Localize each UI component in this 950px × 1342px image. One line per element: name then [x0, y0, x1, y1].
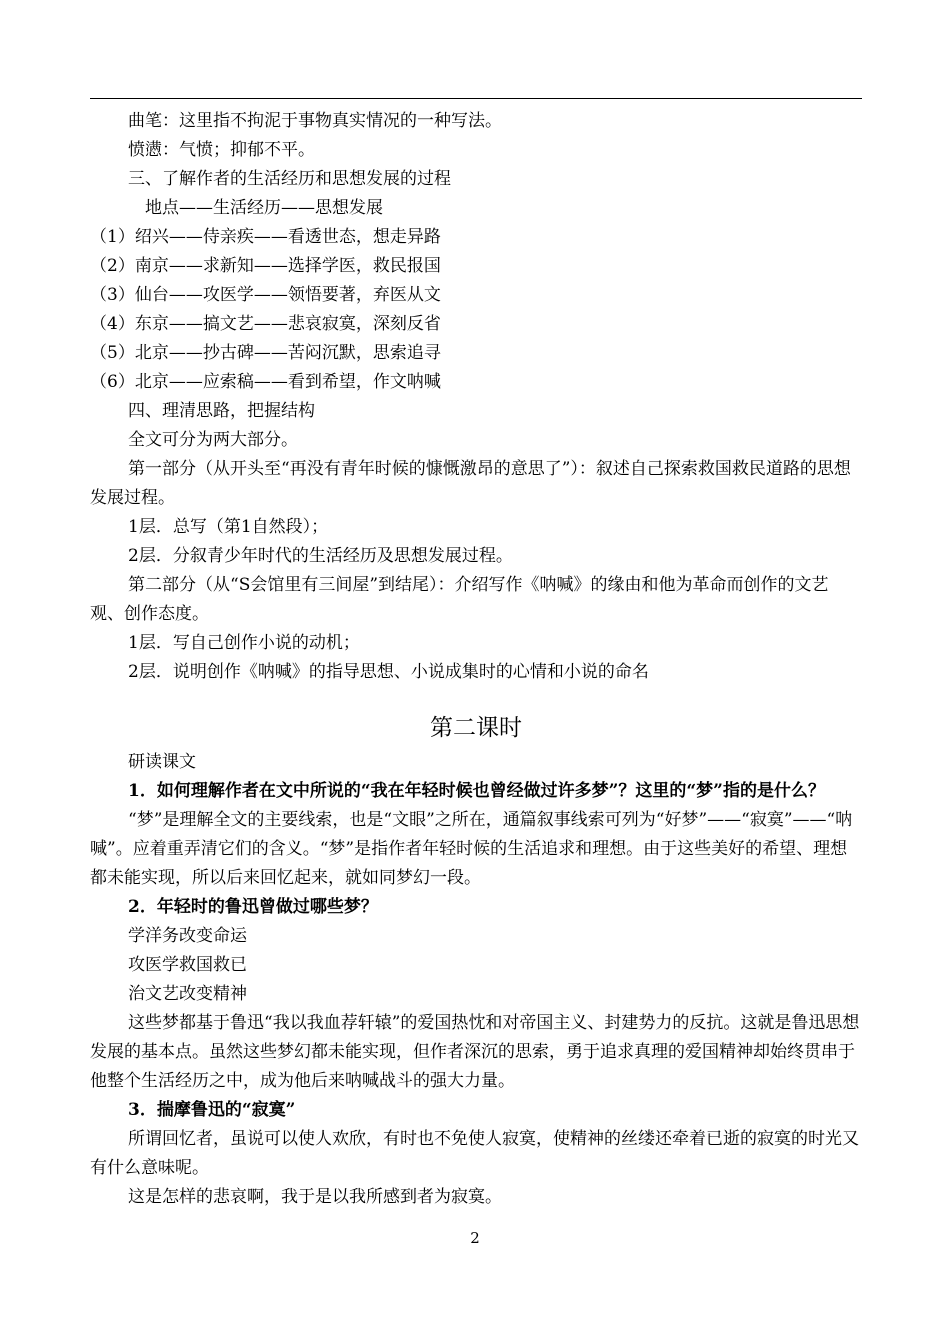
study-label: 研读课文	[128, 752, 196, 772]
definition-fenmen: 愤懑：气愤；抑郁不平。	[128, 140, 315, 160]
answer-2: 这些梦都基于鲁迅“我以我血荐轩辕”的爱国热忱和对帝国主义、封建势力的反抗。这就是鲁迅思想发展的基本点。虽然这些梦幻都未能实现，但作者深沉的思索，勇于追求真理的爱国精神却始终贯串于他整个生活经历之中，成为他后来呐喊战斗的强大力量。	[90, 1013, 860, 1091]
list-item: （5）北京——抄古碑——苦闷沉默，思索追寻	[90, 343, 441, 363]
list-item: （2）南京——求新知——选择学医，救民报国	[90, 256, 441, 276]
answer-3-quote-2: 这是怎样的悲哀啊，我于是以我所感到者为寂寞。	[128, 1187, 502, 1207]
lesson-title: 第二课时	[430, 715, 522, 741]
document-body	[90, 107, 862, 1212]
part2-layer1: 1层．写自己创作小说的动机；	[128, 633, 360, 653]
dream-item: 治文艺改变精神	[128, 984, 247, 1004]
page-number: 2	[470, 1229, 480, 1247]
answer-1: “梦”是理解全文的主要线索，也是“文眼”之所在，通篇叙事线索可列为“好梦”——“寂寞”——“呐喊”。应着重弄清它们的含义。“梦”是指作者年轻时候的生活追求和理想。由于这些美好的希望、理想都未能实现，所以后来回忆起来，就如同梦幻一段。	[90, 810, 853, 888]
paragraph-two-parts: 全文可分为两大部分。	[128, 430, 298, 450]
question-3: 3．揣摩鲁迅的“寂寞”	[128, 1100, 296, 1120]
list-item: （3）仙台——攻医学——领悟要著，弃医从文	[90, 285, 441, 305]
list-item: （4）东京——搞文艺——悲哀寂寞，深刻反省	[90, 314, 441, 334]
paragraph-part1: 第一部分（从开头至“再没有青年时候的慷慨激昂的意思了”）：叙述自己探索救国救民道路的思想发展过程。	[90, 459, 851, 508]
part1-layer2: 2层．分叙青少年时代的生活经历及思想发展过程。	[128, 546, 513, 566]
list-item: （6）北京——应索稿——看到希望，作文呐喊	[90, 372, 441, 392]
question-1: 1．如何理解作者在文中所说的“我在年轻时候也曾经做过许多梦”？这里的“梦”指的是什么？	[128, 781, 825, 801]
list-item: （1）绍兴——侍亲疾——看透世态，想走异路	[90, 227, 441, 247]
section-heading-3: 三、了解作者的生活经历和思想发展的过程	[128, 169, 451, 189]
answer-3-quote: 所谓回忆者，虽说可以使人欢欣，有时也不免使人寂寞，使精神的丝缕还牵着已逝的寂寞的时光又有什么意味呢。	[90, 1129, 859, 1178]
paragraph-part2: 第二部分（从“S会馆里有三间屋”到结尾）：介绍写作《呐喊》的缘由和他为革命而创作的文艺观、创作态度。	[90, 575, 829, 624]
part1-layer1: 1层．总写（第1自然段）；	[128, 517, 329, 537]
timeline-subheading: 地点——生活经历——思想发展	[145, 198, 383, 218]
dream-item: 学洋务改变命运	[128, 926, 247, 946]
definition-qubi: 曲笔：这里指不拘泥于事物真实情况的一种写法。	[128, 111, 502, 131]
dream-item: 攻医学救国救已	[128, 955, 247, 975]
header-rule	[90, 98, 862, 99]
part2-layer2: 2层．说明创作《呐喊》的指导思想、小说成集时的心情和小说的命名	[128, 662, 649, 682]
question-2: 2．年轻时的鲁迅曾做过哪些梦？	[128, 897, 378, 917]
section-heading-4: 四、理清思路，把握结构	[128, 401, 315, 421]
